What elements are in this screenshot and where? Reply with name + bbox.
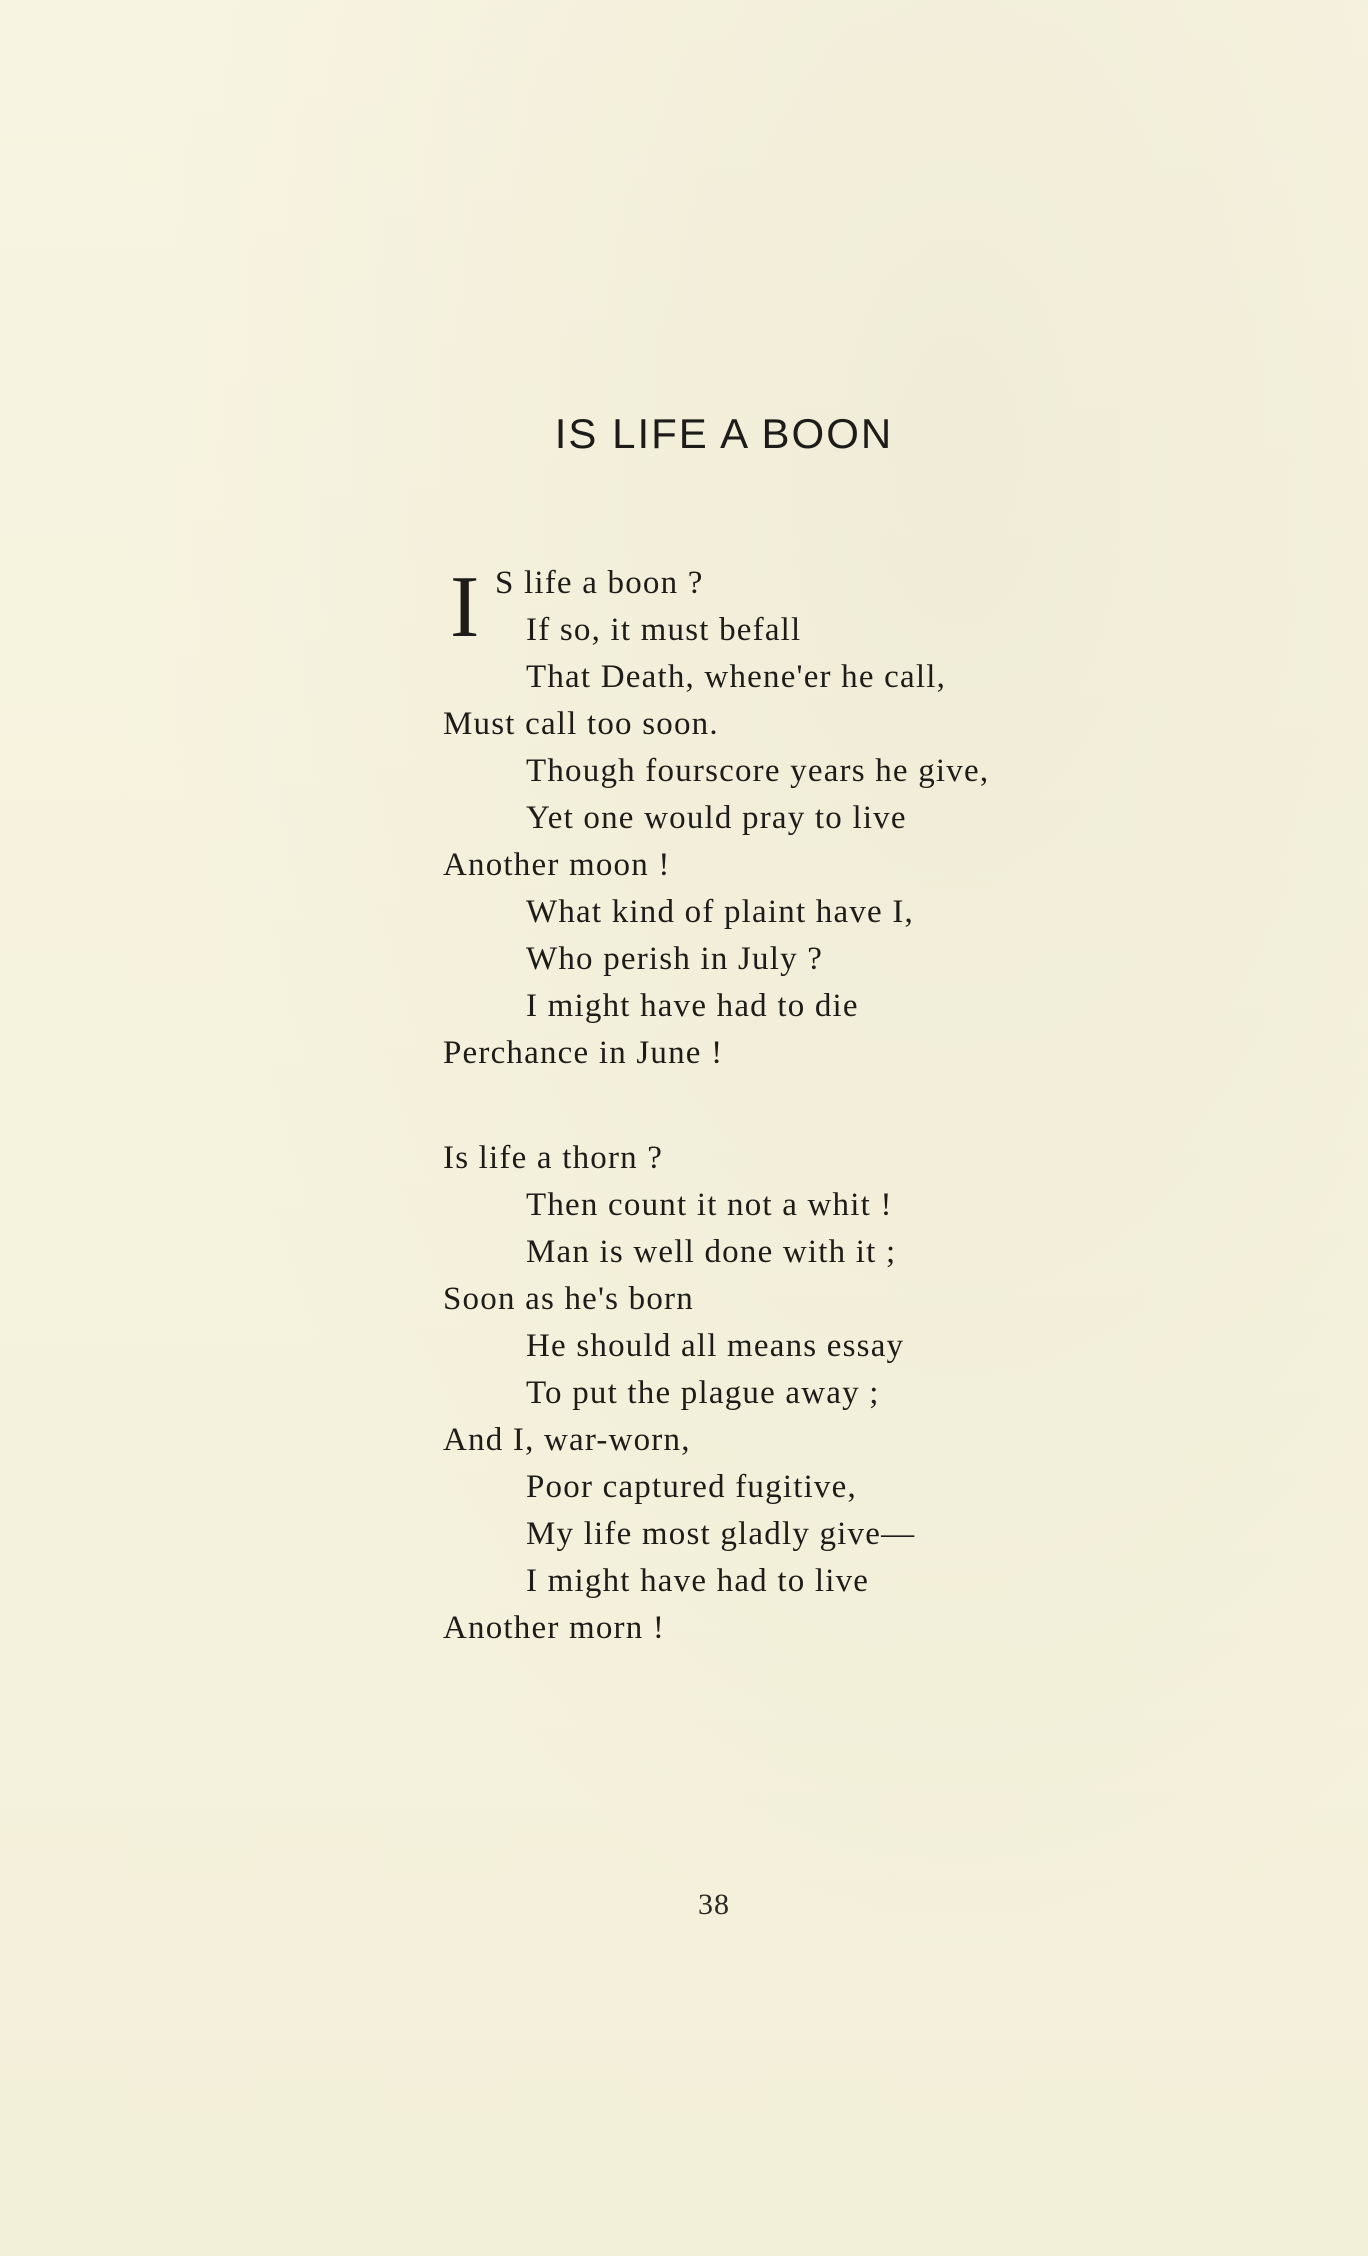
stanza-1 (443, 560, 1123, 1077)
poem-line: Must call too soon. (443, 706, 719, 742)
poem-line: Another moon ! (443, 847, 671, 883)
poem-line: What kind of plaint have I, (526, 894, 914, 930)
poem-line: My life most gladly give— (526, 1516, 916, 1552)
poem-line: Then count it not a whit ! (526, 1187, 893, 1223)
poem-line: To put the plague away ; (526, 1375, 880, 1411)
poem-line: If so, it must befall (526, 612, 802, 648)
page-number: 38 (698, 1888, 730, 1921)
poem-line: Perchance in June ! (443, 1035, 724, 1071)
poem-line: Who perish in July ? (526, 941, 824, 977)
poem-line: That Death, whene'er he call, (526, 659, 947, 695)
poem-line: Another morn ! (443, 1610, 666, 1646)
poem-line: Man is well done with it ; (526, 1234, 897, 1270)
poem-line: Soon as he's born (443, 1281, 694, 1317)
poem-title: IS LIFE A BOON (554, 410, 894, 457)
poem-body (443, 560, 1123, 1652)
poem-line-text: S life a boon ? (495, 565, 704, 601)
poem-line: Poor captured fugitive, (526, 1469, 857, 1505)
stanza-2 (443, 1135, 1123, 1652)
poem-line: Yet one would pray to live (526, 800, 907, 836)
drop-cap: I (450, 559, 481, 656)
poem-line: He should all means essay (526, 1328, 905, 1364)
poem-line: And I, war-worn, (443, 1422, 691, 1458)
poem-line: Is life a thorn ? (443, 1140, 664, 1176)
poem-line: I might have had to live (526, 1563, 870, 1599)
poem-line: Though fourscore years he give, (526, 753, 990, 789)
poem-line: I might have had to die (526, 988, 859, 1024)
